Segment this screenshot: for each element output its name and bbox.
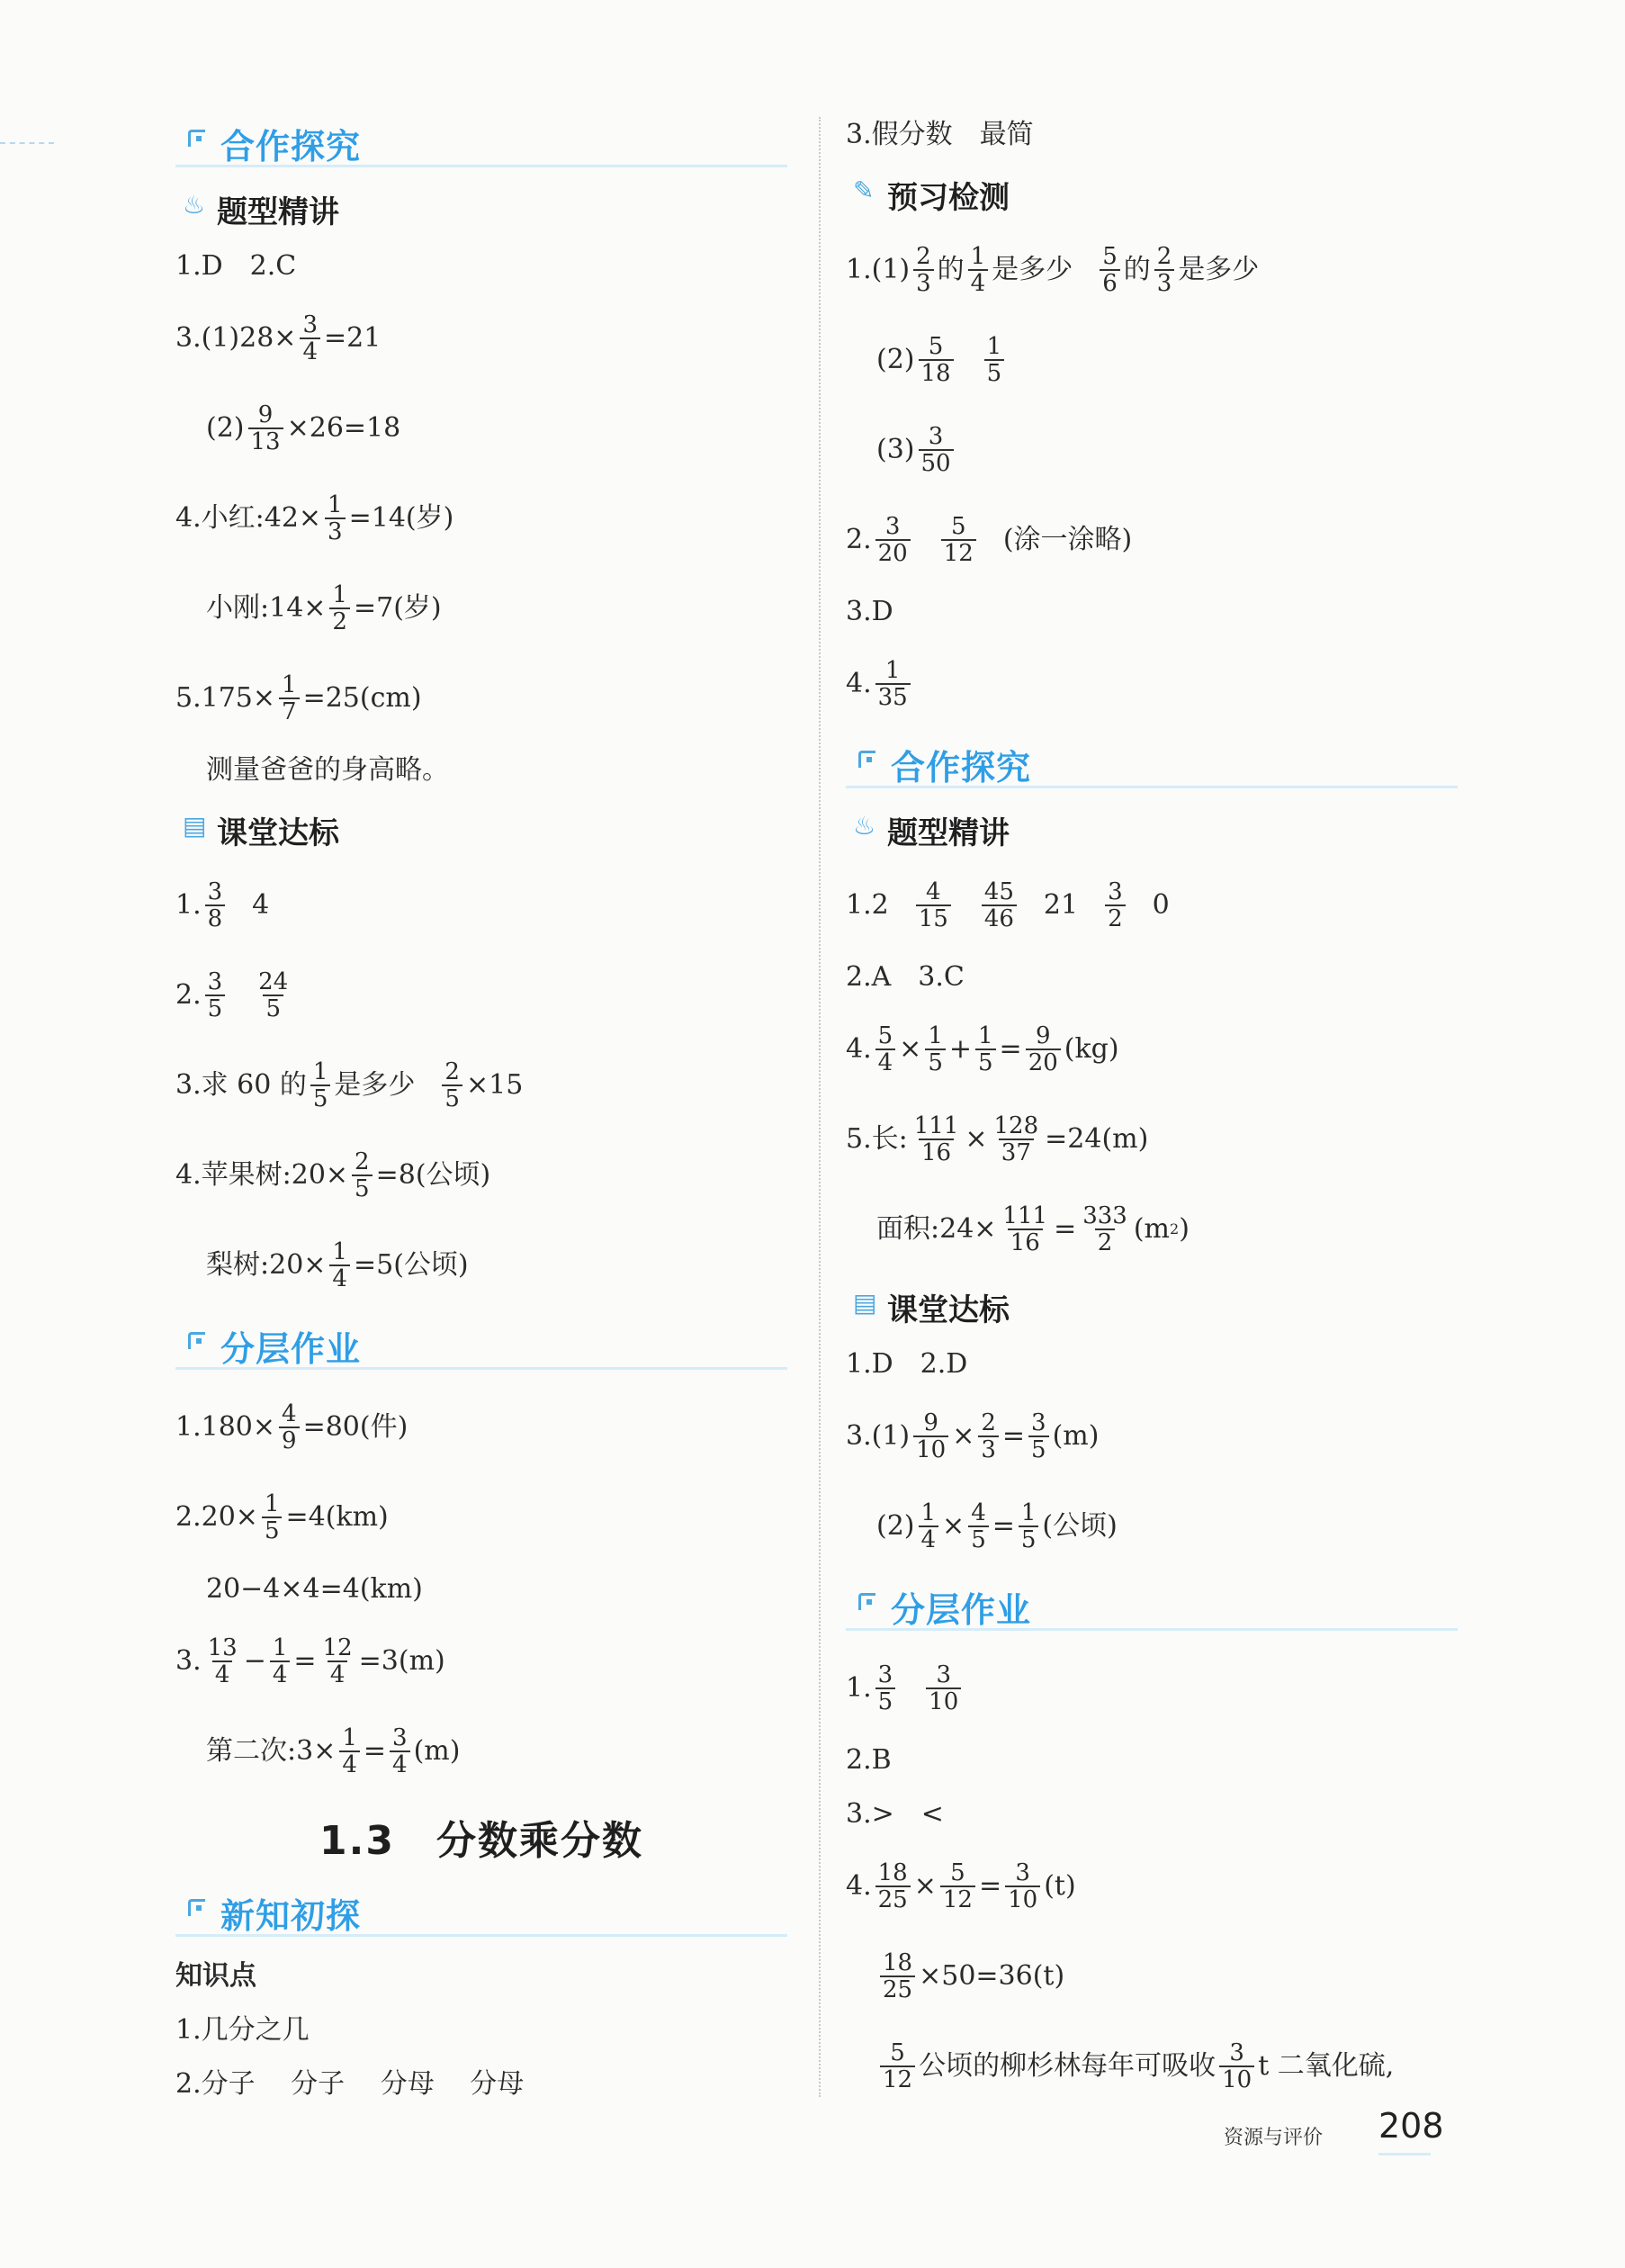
answer-line: 4.苹果树:20× $\frac{2}{5}$ =8(公顷) (175, 1148, 491, 1202)
fraction: $\frac{2}{3}$ (978, 1410, 999, 1462)
fraction: 1 4 (968, 244, 989, 296)
fraction: $\frac{3}{10}$ (1005, 1860, 1040, 1912)
page-number-underline (1378, 2153, 1431, 2156)
answer-line: 第二次:3× $\frac{1}{4}$ = $\frac{3}{4}$ (m) (206, 1724, 461, 1778)
bookmark-icon (858, 1593, 875, 1610)
book-icon: ▤ (183, 811, 207, 841)
subsection-title: 课堂达标 (887, 1292, 1010, 1328)
answer-line: 小刚:14× $\frac{1}{2}$ =7(岁) (206, 580, 442, 635)
fraction: 3 50 (919, 424, 954, 476)
answer-line: 1.(1) 2 3 的 1 4 是多少 5 6 的 2 3 是多少 (846, 242, 1260, 297)
answer-line: 5.175× $\frac{1}{7}$ =25(cm) (175, 670, 422, 725)
section-header (175, 1316, 787, 1370)
section-underline (175, 165, 787, 167)
fraction: $\frac{2}{5}$ (442, 1059, 462, 1112)
bookmark-icon (188, 1899, 205, 1916)
answer-line: 2. 3 5 24 5 (175, 950, 787, 1040)
answer-line: 面积:24× $\frac{111}{16}$ = $\frac{333}{2}$ (m 2 ) (876, 1202, 1190, 1256)
fraction: 45 46 (982, 879, 1017, 932)
answer-line: 4. $\frac{5}{4}$ × $\frac{1}{5}$ + $\frac{1}{5}$ = $\frac{9}{20}$ (kg) (846, 1022, 1119, 1076)
section-header (846, 734, 1458, 788)
fraction: 1 5 (310, 1059, 331, 1112)
answer-line: 2.分子 分子 分母 分母 (175, 2068, 525, 2100)
fraction: 3 5 (205, 969, 226, 1022)
answer-line: 3.求 60 的 1 5 是多少 $\frac{2}{5}$ ×15 (175, 1058, 524, 1112)
subsection-title: 题型精讲 (217, 194, 339, 230)
fraction: $\frac{111}{16}$ (913, 1112, 959, 1166)
answer-line: 1.D 2.D (846, 1348, 968, 1380)
section-underline (175, 1934, 787, 1937)
knowledge-label: 知识点 (175, 1960, 256, 1992)
answer-line: 2.B (846, 1744, 892, 1776)
answer-line: 1.2 4 15 45 46 21 3 2 0 (846, 878, 1170, 932)
answer-line: 5 12 公顷的柳杉林每年可吸收 3 10 t 二氧化硫, (846, 2021, 1458, 2111)
answer-line: 1.几分之几 (175, 2014, 310, 2046)
fraction: $\frac{5}{12}$ (940, 1860, 975, 1912)
fraction: $\frac{4}{9}$ (279, 1401, 300, 1454)
fraction: $\frac{4}{5}$ (968, 1500, 989, 1552)
section-header (175, 113, 787, 167)
bookmark-icon (858, 751, 875, 768)
fraction: $\frac{3}{4}$ (390, 1725, 410, 1778)
fraction: 3 2 (1105, 879, 1126, 932)
fraction: $\frac{1}{2}$ (329, 582, 350, 634)
fraction: $\frac{1}{4}$ (270, 1635, 291, 1688)
answer-line: 测量爸爸的身高略。 (206, 754, 449, 786)
answer-line: (3) 3 50 (846, 405, 1458, 495)
fraction: $\frac{1}{7}$ (279, 672, 300, 724)
flame-icon: ♨ (183, 190, 206, 220)
section-title: 分层作业 (220, 1329, 362, 1369)
answer-line: 1.D 2.C (175, 250, 297, 282)
section-title: 分层作业 (891, 1590, 1032, 1630)
fraction: $\frac{1}{3}$ (325, 492, 346, 544)
book-icon: ▤ (853, 1288, 877, 1318)
section-underline (846, 1628, 1458, 1631)
fraction: $\frac{111}{16}$ (1002, 1202, 1048, 1256)
fraction: $\frac{1}{5}$ (925, 1023, 946, 1076)
fraction: 3 5 (875, 1662, 896, 1714)
fraction: $\frac{9}{20}$ (1026, 1023, 1061, 1076)
fraction: $\frac{1}{4}$ (919, 1500, 939, 1552)
fraction: $\frac{1}{5}$ (1019, 1500, 1039, 1552)
fraction: $\frac{9}{10}$ (913, 1410, 948, 1462)
fraction: $\frac{3}{5}$ (1028, 1410, 1049, 1462)
fraction: $\frac{2}{5}$ (352, 1149, 373, 1202)
section-underline (175, 1367, 787, 1370)
answer-line: 3.(1) $\frac{9}{10}$ × $\frac{2}{3}$ = $\frac{3}{5}$ (m) (846, 1408, 1100, 1463)
answer-line: 20−4×4=4(km) (206, 1573, 423, 1605)
answer-line: 3.D (846, 596, 893, 627)
answer-line: 1. 3 5 3 10 (846, 1643, 1458, 1733)
fraction: $\frac{1}{4}$ (339, 1725, 360, 1778)
answer-line: 1. 3 8 4 (175, 878, 270, 932)
fraction: 1 35 (875, 658, 911, 710)
fraction: 13 4 (207, 1634, 238, 1688)
section-header (175, 1883, 787, 1937)
subsection-title: 课堂达标 (217, 815, 339, 851)
fraction: 3 8 (205, 879, 226, 932)
answer-line: 5.长: $\frac{111}{16}$ × $\frac{128}{37}$ =24(m) (846, 1112, 1149, 1166)
fraction: $\frac{1}{4}$ (329, 1239, 350, 1292)
answer-line: $\frac{18}{25}$ ×50=36(t) (846, 1931, 1458, 2021)
fraction: $\frac{9}{13}$ (248, 402, 283, 454)
left-column (175, 108, 787, 2111)
fraction: $\frac{333}{2}$ (1082, 1202, 1127, 1256)
answer-line: 2.A 3.C (846, 961, 965, 993)
section-title: 合作探究 (891, 748, 1032, 788)
subsection-header (175, 801, 787, 851)
answer-line: (2) $\frac{1}{4}$ × $\frac{4}{5}$ = $\frac{1}{5}$ (公顷) (876, 1498, 1118, 1553)
fraction: 2 3 (913, 244, 934, 296)
answer-line: 梨树:20× $\frac{1}{4}$ =5(公顷) (206, 1238, 469, 1292)
answer-line: 3.(1)28× $\frac{3}{4}$ =21 (175, 310, 382, 365)
answer-line: (2) 5 18 1 5 (846, 315, 1458, 405)
fraction: $\frac{18}{25}$ (880, 1950, 915, 2002)
answer-line: 4. $\frac{18}{25}$ × $\frac{5}{12}$ = $\frac{3}{10}$ (t) (846, 1858, 1076, 1913)
answer-line: 2. 3 20 5 12 (涂一涂略) (846, 512, 1133, 567)
section-header (846, 1577, 1458, 1631)
flame-icon: ♨ (853, 811, 876, 841)
fraction: 24 5 (258, 968, 289, 1022)
section-underline (846, 786, 1458, 788)
section-title: 新知初探 (220, 1896, 362, 1936)
answer-line: (2) $\frac{9}{13}$ ×26=18 (206, 400, 401, 455)
fraction: 2 3 (1154, 244, 1175, 296)
fraction: 3 10 (926, 1662, 961, 1714)
section-title: 合作探究 (220, 127, 362, 166)
bookmark-icon (188, 130, 205, 147)
fraction: 4 15 (916, 879, 951, 932)
subsection-title: 题型精讲 (887, 815, 1010, 851)
subsection-header (846, 166, 1458, 216)
fraction: 3 20 (875, 514, 911, 566)
subsection-header (175, 180, 787, 230)
fraction: 5 12 (880, 2040, 915, 2092)
fraction: $\frac{1}{5}$ (262, 1491, 283, 1544)
footer-text: 资源与评价 (1224, 2127, 1324, 2149)
answer-line: 1.180× $\frac{4}{9}$ =80(件) (175, 1400, 408, 1454)
fraction: 5 18 (919, 334, 954, 386)
answer-line: 2.20× $\frac{1}{5}$ =4(km) (175, 1490, 389, 1544)
answer-line: 3.> < (846, 1798, 944, 1830)
fraction: 5 6 (1100, 244, 1120, 296)
answer-line: 4.小红:42× $\frac{1}{3}$ =14(岁) (175, 490, 454, 545)
subsection-header (846, 1278, 1458, 1328)
answer-line: 4. 1 35 (846, 639, 1458, 729)
answer-line: 3.假分数 最简 (846, 119, 1034, 150)
right-column (846, 108, 1458, 2111)
fraction: $\frac{128}{37}$ (993, 1112, 1039, 1166)
fraction: 5 12 (941, 514, 976, 566)
page-number: 208 (1378, 2106, 1444, 2146)
fraction: $\frac{5}{4}$ (875, 1023, 896, 1076)
fraction: $\frac{3}{4}$ (300, 312, 320, 364)
subsection-header (846, 801, 1458, 851)
answer-line: 3. 13 4 − $\frac{1}{4}$ = $\frac{12}{4}$ =3(m) (175, 1634, 445, 1688)
column-divider (819, 117, 821, 2097)
fraction: 3 10 (1219, 2040, 1254, 2092)
subsection-title: 预习检测 (887, 180, 1010, 216)
fraction: $\frac{1}{5}$ (975, 1023, 996, 1076)
margin-dash (0, 142, 54, 144)
fraction: $\frac{18}{25}$ (875, 1860, 911, 1912)
chapter-heading: 1.3 分数乘分数 (319, 1818, 643, 1864)
bookmark-icon (188, 1332, 205, 1349)
pen-icon: ✎ (853, 176, 875, 205)
fraction: 1 5 (984, 334, 1005, 386)
fraction: $\frac{12}{4}$ (322, 1634, 353, 1688)
